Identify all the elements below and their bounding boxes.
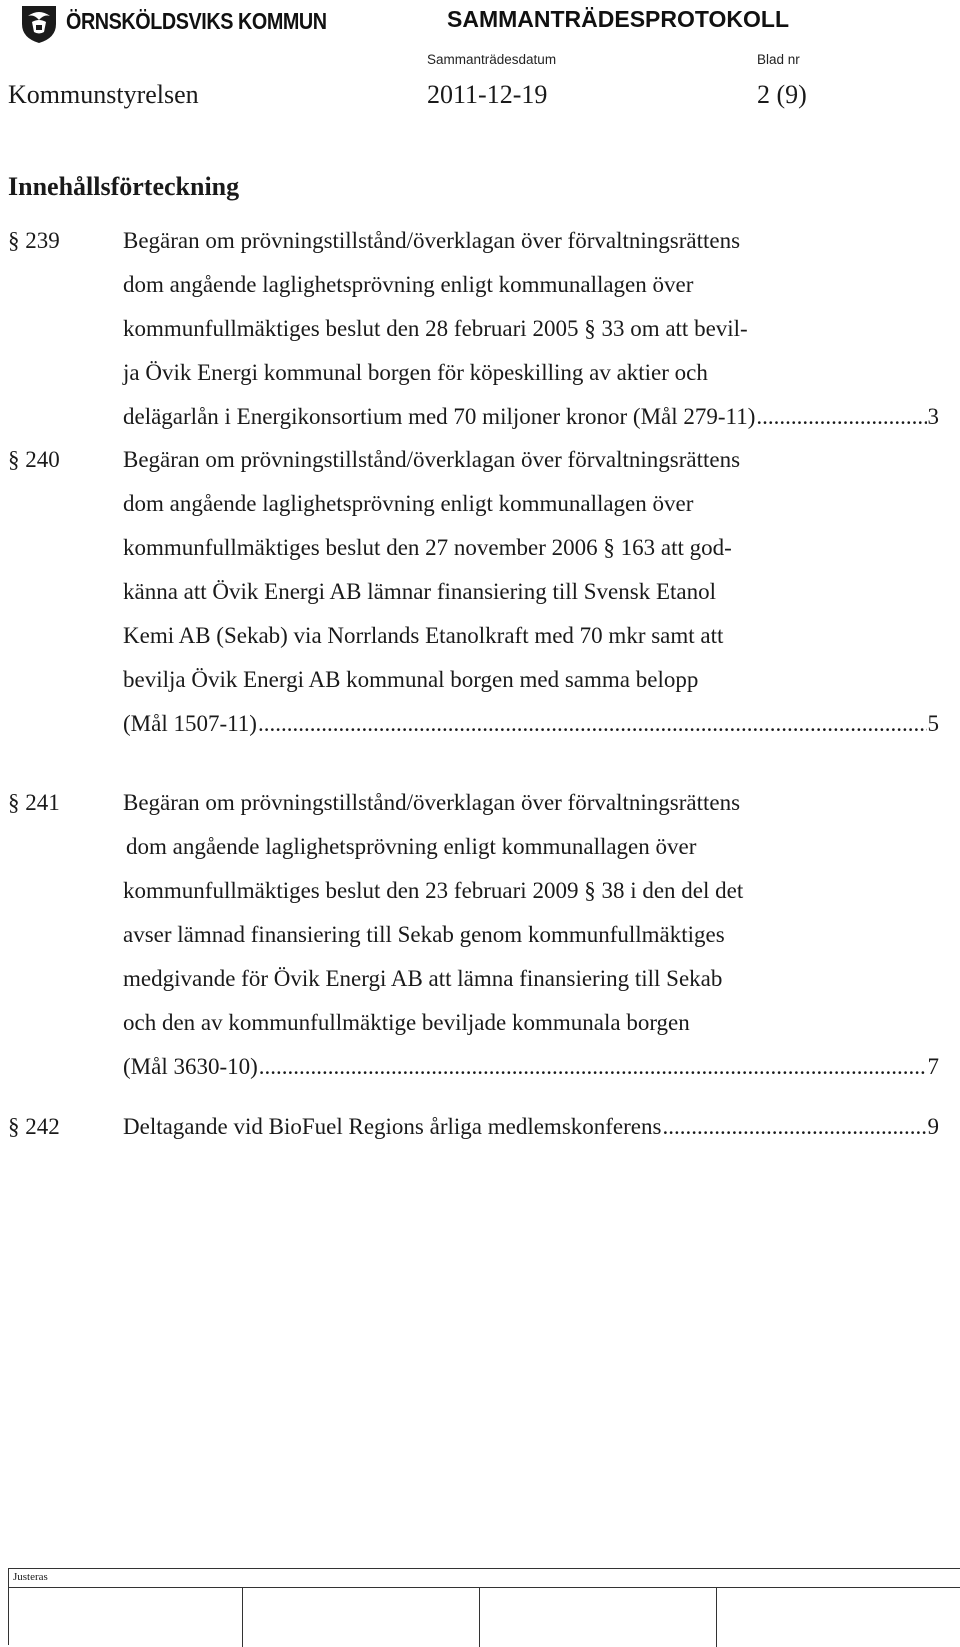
toc-entry-line: dom angående laglighetsprövning enligt kommunallagen över xyxy=(123,272,694,297)
toc-entry-text: delägarlån i Energikonsortium med 70 miljoner kronor (Mål 279-11) xyxy=(123,404,756,429)
toc-entry-text: Deltagande vid BioFuel Regions årliga medlemskonferens xyxy=(123,1114,662,1139)
toc-entry-line: avser lämnad finansiering till Sekab genom kommunfullmäktiges xyxy=(123,922,725,947)
dot-leader xyxy=(259,1054,927,1080)
signature-cell xyxy=(479,1588,480,1647)
toc-entry-line: och den av kommunfullmäktige beviljade kommunala borgen xyxy=(123,1010,690,1035)
organization-name: ÖRNSKÖLDSVIKS KOMMUN xyxy=(66,8,327,34)
toc-entry-line: Begäran om prövningstillstånd/överklagan över förvaltningsrättens xyxy=(123,790,741,815)
toc-entry-number: § 240 xyxy=(8,447,60,472)
signature-cell xyxy=(242,1588,243,1647)
toc-entry-text: (Mål 3630-10) xyxy=(123,1054,258,1079)
coat-of-arms-icon xyxy=(20,4,58,44)
page-number: 2 (9) xyxy=(757,80,807,109)
toc-entry-line: ja Övik Energi kommunal borgen för köpeskilling av aktier och xyxy=(123,360,708,385)
toc-entry-page: 9 xyxy=(927,1114,939,1139)
toc-entry-number: § 241 xyxy=(8,790,60,815)
toc-entry-line: kommunfullmäktiges beslut den 23 februari 2009 § 38 i den del det xyxy=(123,878,744,903)
toc-entry-page: 3 xyxy=(927,404,939,429)
toc-entry-page: 7 xyxy=(927,1054,939,1079)
meeting-date: 2011-12-19 xyxy=(427,80,548,109)
page-label: Blad nr xyxy=(757,52,800,67)
toc-entry-line: medgivande för Övik Energi AB att lämna finansiering till Sekab xyxy=(123,966,723,991)
toc-entry-line: dom angående laglighetsprövning enligt kommunallagen över xyxy=(126,834,697,859)
toc-entry-line: kommunfullmäktiges beslut den 28 februari 2005 § 33 om att bevil- xyxy=(123,316,748,341)
signature-row xyxy=(9,1587,960,1647)
toc-entry-number: § 242 xyxy=(8,1114,60,1139)
toc-title: Innehållsförteckning xyxy=(8,172,240,201)
toc-entry-page: 5 xyxy=(927,711,939,736)
toc-entry-last-line xyxy=(123,404,939,430)
toc-entry-line: känna att Övik Energi AB lämnar finansiering till Svensk Etanol xyxy=(123,579,716,604)
toc-entry-line: kommunfullmäktiges beslut den 27 november 2006 § 163 att god- xyxy=(123,535,732,560)
toc-entry-text: (Mål 1507-11) xyxy=(123,711,257,736)
toc-entry-last-line xyxy=(123,1054,939,1080)
dot-leader xyxy=(662,1114,926,1140)
toc-entry-number: § 239 xyxy=(8,228,60,253)
date-label: Sammanträdesdatum xyxy=(427,52,557,67)
document-type: SAMMANTRÄDESPROTOKOLL xyxy=(447,6,790,32)
municipality-logo xyxy=(20,4,327,44)
dot-leader xyxy=(258,711,927,737)
body-name: Kommunstyrelsen xyxy=(8,80,199,109)
toc-entry-line: Begäran om prövningstillstånd/överklagan över förvaltningsrättens xyxy=(123,228,741,253)
justeras-label: Justeras xyxy=(13,1571,48,1583)
toc-entry-last-line xyxy=(123,1114,939,1140)
toc-entry-line: dom angående laglighetsprövning enligt kommunallagen över xyxy=(123,491,694,516)
toc-entry-line: Kemi AB (Sekab) via Norrlands Etanolkraft med 70 mkr samt att xyxy=(123,623,724,648)
signature-cell xyxy=(716,1588,717,1647)
toc-entry-line: Begäran om prövningstillstånd/överklagan över förvaltningsrättens xyxy=(123,447,741,472)
justeras-box xyxy=(8,1568,960,1645)
toc-entry-last-line xyxy=(123,711,939,737)
toc-entry-line: bevilja Övik Energi AB kommunal borgen med samma belopp xyxy=(123,667,699,692)
dot-leader xyxy=(756,404,926,430)
